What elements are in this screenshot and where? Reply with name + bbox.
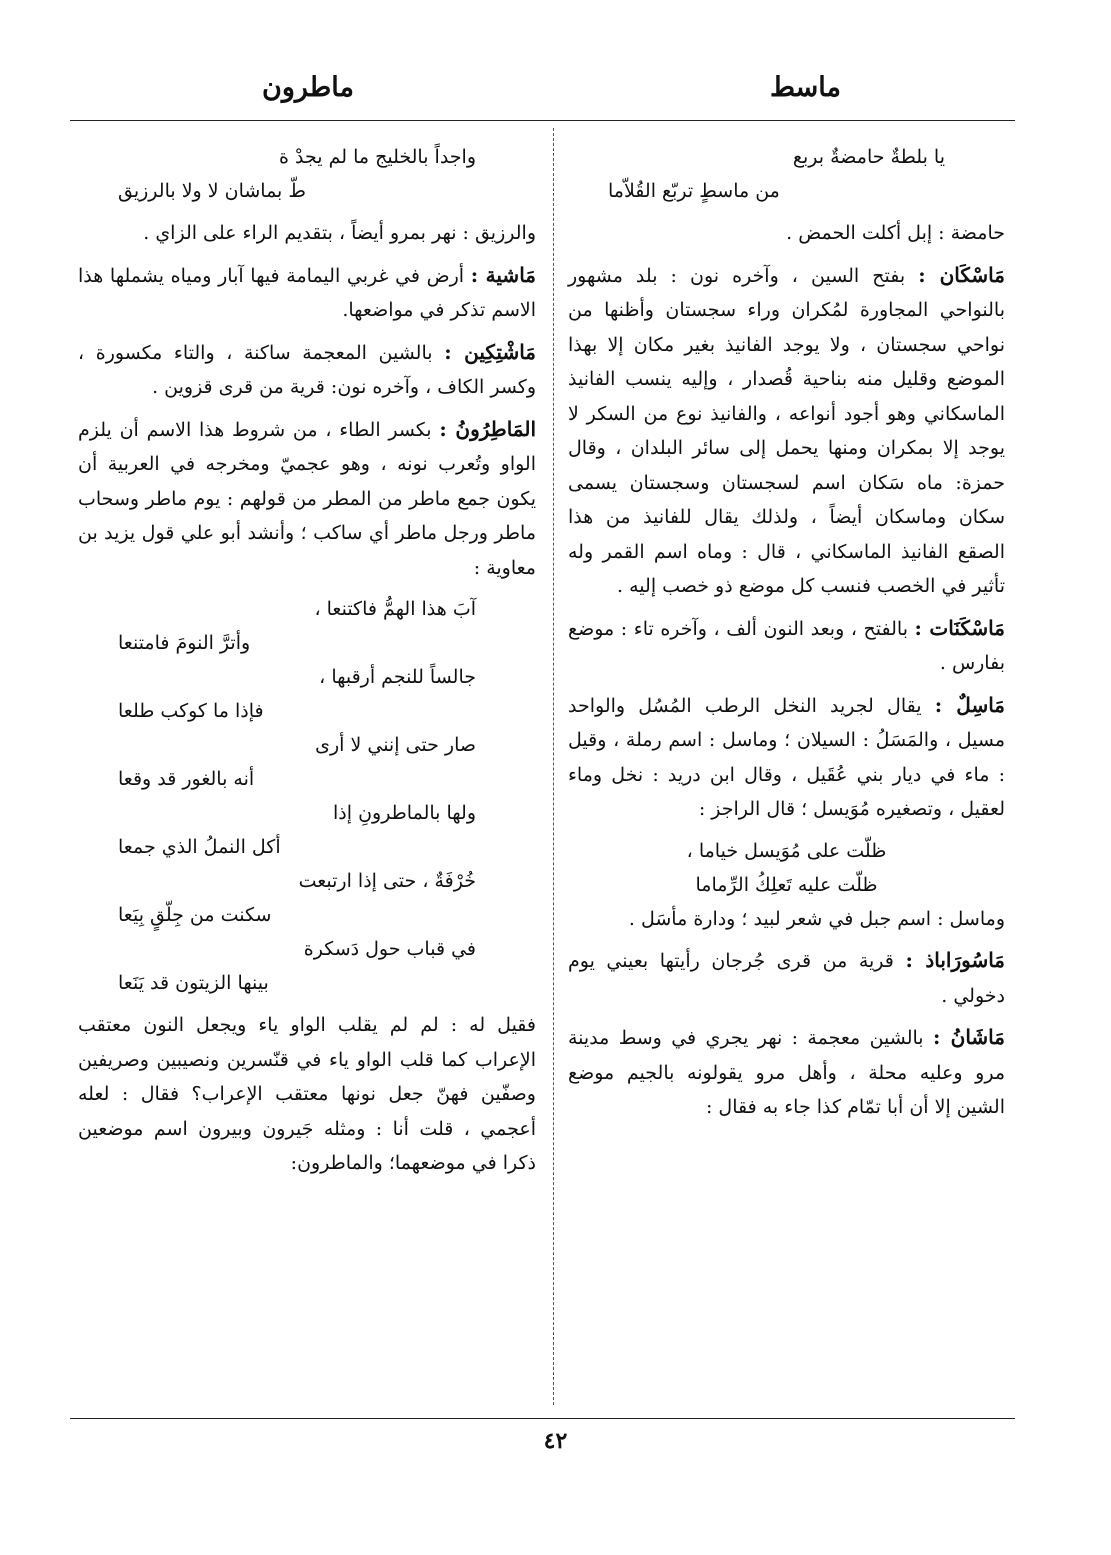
- poem-line: جالساً للنجم أرقبها ،: [319, 666, 476, 688]
- verse-line: ظلّت على مُوَيسل خياما ،: [686, 839, 887, 862]
- entry-headword: مَاسُورَاباذ :: [905, 948, 1006, 972]
- paragraph: حامضة : إبل أكلت الحمض .: [786, 222, 1005, 244]
- entry: [568, 1020, 1005, 1125]
- entry-text: أرض في غربي اليمامة فيها آبار ومياه يشملها هذا الاسم تذكر في مواضعها.: [78, 264, 536, 321]
- poem-line: أنه بالغور قد وقعا: [118, 768, 255, 790]
- left-column: [78, 136, 536, 1188]
- entry: [568, 688, 1005, 827]
- verse-block: [568, 140, 1005, 208]
- entry: [568, 943, 1005, 1013]
- paragraph: والرزيق : نهر بمرو أيضاً ، بتقديم الراء على الزاي .: [143, 222, 536, 244]
- entry-headword: مَاسْكَان :: [918, 262, 1005, 287]
- page-number: ٤٢: [543, 1428, 568, 1454]
- entry: [78, 412, 536, 586]
- entry-text: بكسر الطاء ، من شروط هذا الاسم أن يلزم الواو وتُعرب نونه ، وهو عجميّ ومخرجه في العربية أن يكون جمع ماطر من المطر من قولهم : يوم ماطر وسحاب ماطر ورجل ماطر أي ساكب ؛ وأنشد أبو علي قول يزيد بن معاوية :: [78, 418, 536, 579]
- poem-line: ولها بالماطرونِ إذا: [333, 802, 476, 824]
- entry: [78, 258, 536, 328]
- poem-line: وأترَّ النومَ فامتنعا: [118, 632, 251, 654]
- verse-line: واجداً بالخليج ما لم يجدْ ة: [279, 146, 476, 168]
- poem: [78, 592, 536, 1000]
- paragraph: فقيل له : لم لم يقلب الواو ياء ويجعل النون معتقب الإعراب كما قلب الواو ياء في قنّسرين ونصيبين وصريفين وصفّين فهنّ جعل نونها معتقب الإعراب؟ فقال : لعله أعجمي ، قلت أنا : ومثله جَيرون وبيرون اسم موضعين ذكرا في موضعهما؛ والماطرون:: [78, 1014, 536, 1174]
- entry-text: بالشين معجمة : نهر يجري في وسط مدينة مرو وعليه محلة ، وأهل مرو يقولونه بالجيم موضع الشين إلا أن أبا تمّام كذا جاء به فقال :: [568, 1027, 1005, 1118]
- verse-line: طّ بماشان لا ولا بالرزيق: [118, 180, 306, 202]
- column-divider: [553, 128, 554, 1405]
- entry-headword: مَاسِلٌ :: [934, 692, 1006, 717]
- poem-line: خُرْفَةٌ ، حتى إذا ارتبعت: [298, 870, 476, 892]
- entry-headword: مَاشْتِكِين :: [444, 339, 537, 364]
- poem-line: آبَ هذا الهمُّ فاكتنعا ،: [314, 598, 476, 620]
- poem-line: سكنت من جِلّقٍ بِيَعا: [118, 904, 272, 926]
- running-head-right: ماسط: [770, 72, 841, 103]
- verse-line: يا بلطةٌ حامضةٌ بربع: [792, 146, 945, 168]
- verse-block: [568, 834, 1005, 902]
- entry-headword: المَاطِرُونُ :: [439, 416, 537, 441]
- entry-headword: مَاسْكَنَات :: [914, 615, 1005, 640]
- poem-line: صار حتى إنني لا أرى: [315, 734, 476, 756]
- verse-line: من ماسطٍ تربّع القُلاّما: [608, 180, 780, 202]
- entry-text: بالفتح ، وبعد النون ألف ، وآخره تاء : موضع بفارس .: [568, 617, 1005, 674]
- header-rule: [70, 120, 1015, 121]
- poem-line: فإذا ما كوكب طلعا: [118, 700, 264, 722]
- entry-text: قرية من قرى جُرجان رأيتها بعيني يوم دخولي .: [568, 950, 1005, 1007]
- paragraph: وماسل : اسم جبل في شعر لبيد ؛ ودارة مأسَل .: [628, 907, 1005, 930]
- entry: [568, 611, 1005, 681]
- verse-block: [78, 140, 536, 208]
- entry-headword: مَاشَانُ :: [932, 1025, 1005, 1049]
- footer-rule: [70, 1418, 1015, 1419]
- entry-text: بفتح السين ، وآخره نون : بلد مشهور بالنواحي المجاورة لمُكران وراء سجستان وأظنها من نواحي سجستان ، ولا يوجد الفانيذ بغير مكان إلا بهذا الموضع وقليل منه بناحية قُصدار ، وإليه ينسب الفانيذ الماسكاني وهو أجود أنواعه ، والفانيذ نوع من السكر لا يوجد إلا بمكران ومنها يحمل إلى سائر البلدان ، وقال حمزة: ماه سَكان اسم لسجستان وسجستان يسمى سكان وماسكان أيضاً ، ولذلك يقال للفانيذ من هذا الصقع الفانيذ الماسكاني ، قال : وماه اسم القمر وله تأثير في الخصب فنسب كل موضع ذو خصب إليه .: [568, 264, 1005, 597]
- right-column: [568, 136, 1005, 1132]
- entry: [568, 258, 1005, 604]
- poem-line: أكل النملُ الذي جمعا: [118, 836, 281, 858]
- entry-headword: مَاشية :: [470, 262, 536, 287]
- poem-line: في قباب حول دَسكرة: [303, 938, 476, 960]
- poem-line: بينها الزيتون قد يَنَعا: [118, 972, 269, 994]
- entry: [78, 335, 536, 405]
- entry-text: يقال لجريد النخل الرطب المُسُل والواحد مسيل ، والمَسَلُ : السيلان ؛ وماسل : اسم رملة ، وقيل : ماء في ديار بني عُقَيل ، وقال ابن دريد : نخل وماء لعقيل ، وتصغيره مُوَيسل ؛ قال الراجز :: [568, 694, 1005, 820]
- verse-line: ظلّت عليه تَعلِكُ الرِّماما: [695, 873, 878, 896]
- entry-text: بالشين المعجمة ساكنة ، والتاء مكسورة ، وكسر الكاف ، وآخره نون: قرية من قرى قزوين .: [78, 341, 536, 398]
- running-head-left: ماطرون: [262, 72, 354, 103]
